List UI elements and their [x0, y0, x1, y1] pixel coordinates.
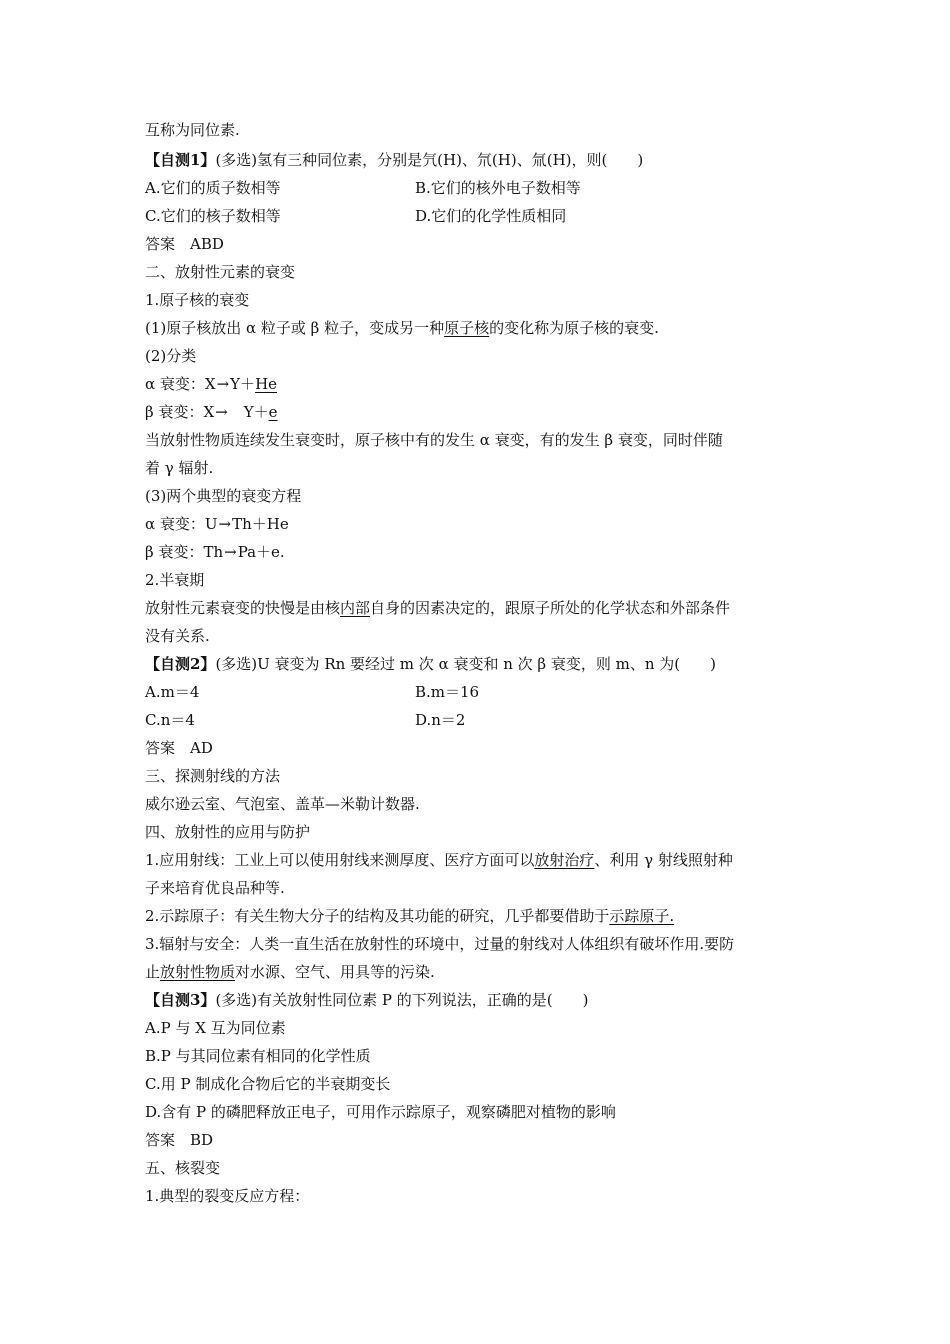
text-span: 自身的因素决定的，跟原子所处的化学状态和外部条件 — [370, 599, 731, 617]
underlined-term: 示踪原子. — [609, 907, 675, 925]
answer: 答案 ABD — [145, 235, 224, 253]
text-span: 对水源、空气、用具等的污染. — [235, 963, 435, 981]
option-c: C.用 P 制成化合物后它的半衰期变长 — [145, 1075, 391, 1093]
text-line: 威尔逊云室、气泡室、盖革—米勒计数器. — [145, 795, 420, 813]
right-arrow-icon: → — [224, 543, 237, 561]
option-a: A.m＝4 — [145, 683, 200, 701]
text-span: 止 — [145, 963, 161, 981]
option-b: B.m＝16 — [415, 683, 480, 701]
text-span: Th＋He — [232, 515, 289, 533]
text-span: 1.应用射线：工业上可以使用射线来测厚度、医疗方面可以 — [145, 851, 535, 869]
text-span: 2.示踪原子：有关生物大分子的结构及其功能的研究，几乎都要借助于 — [145, 907, 610, 925]
text-span: Y＋ — [230, 375, 256, 393]
text-span: Pa＋e. — [237, 543, 285, 561]
self-test-tag: 【自测2】 — [145, 655, 216, 673]
question-text: (多选)有关放射性同位素 P 的下列说法，正确的是( ) — [215, 991, 589, 1009]
text-line: (2)分类 — [145, 347, 197, 365]
subsection-heading: 1.典型的裂变反应方程： — [145, 1187, 310, 1205]
alpha-decay-equation — [145, 514, 289, 534]
underlined-term: He — [255, 375, 278, 393]
text-span: α 衰变：U — [145, 515, 218, 533]
underlined-term: e — [268, 403, 278, 421]
self-test-3-question — [145, 990, 588, 1010]
text-line: 着 γ 辐射. — [145, 459, 214, 477]
underlined-term: 内部 — [340, 599, 371, 617]
option-c: C.它们的核子数相等 — [145, 207, 281, 225]
answer: 答案 AD — [145, 739, 213, 757]
question-text: (多选)U 衰变为 Rn 要经过 m 次 α 衰变和 n 次 β 衰变，则 m、n 为( ) — [215, 655, 716, 673]
text-span: 、利用 γ 射线照射种 — [594, 851, 733, 869]
text-line — [145, 906, 674, 926]
underlined-term: 放射性物质 — [160, 963, 236, 981]
text-line: 没有关系. — [145, 627, 210, 645]
right-arrow-icon: → — [216, 375, 230, 393]
text-line — [145, 962, 435, 982]
question-text: (多选)氢有三种同位素，分别是氕(H)、氘(H)、氚(H)，则( ) — [215, 151, 644, 169]
subsection-heading: 1.原子核的衰变 — [145, 291, 250, 309]
option-d: D.它们的化学性质相同 — [415, 207, 567, 225]
text-span: Y＋ — [228, 403, 269, 421]
section-heading: 二、放射性元素的衰变 — [145, 263, 296, 281]
beta-decay-equation — [145, 542, 285, 562]
text-line: (3)两个典型的衰变方程 — [145, 487, 302, 505]
option-c: C.n＝4 — [145, 711, 195, 729]
section-heading: 五、核裂变 — [145, 1159, 221, 1177]
option-d: D.n＝2 — [415, 711, 466, 729]
option-b: B.它们的核外电子数相等 — [415, 179, 581, 197]
text-span: α 衰变：X — [145, 375, 216, 393]
text-line: 3.辐射与安全：人类一直生活在放射性的环境中，过量的射线对人体组织有破坏作用.要防 — [145, 935, 735, 953]
underlined-term: 放射治疗 — [534, 851, 595, 869]
self-test-tag: 【自测1】 — [145, 151, 216, 169]
text-span: (1)原子核放出 α 粒子或 β 粒子，变成另一种 — [145, 319, 445, 337]
text-line — [145, 318, 659, 338]
option-a: A.P 与 X 互为同位素 — [145, 1019, 286, 1037]
subsection-heading: 2.半衰期 — [145, 571, 205, 589]
text-line: 当放射性物质连续发生衰变时，原子核中有的发生 α 衰变，有的发生 β 衰变，同时伴随 — [145, 431, 723, 449]
self-test-1-question — [145, 150, 643, 170]
answer: 答案 BD — [145, 1131, 214, 1149]
option-b: B.P 与其同位素有相同的化学性质 — [145, 1047, 371, 1065]
self-test-tag: 【自测3】 — [145, 991, 216, 1009]
text-span: 的变化称为原子核的衰变. — [489, 319, 659, 337]
option-d: D.含有 P 的磷肥释放正电子，可用作示踪原子，观察磷肥对植物的影响 — [145, 1103, 616, 1121]
underlined-term: 原子核 — [444, 319, 490, 337]
section-heading: 三、探测射线的方法 — [145, 767, 281, 785]
text-line — [145, 850, 733, 870]
beta-decay-formula — [145, 402, 278, 422]
right-arrow-icon: → — [215, 403, 228, 421]
text-span: 放射性元素衰变的快慢是由核 — [145, 599, 341, 617]
text-line — [145, 598, 730, 618]
text-span: β 衰变：Th — [145, 543, 224, 561]
text-line: 互称为同位素. — [145, 121, 240, 139]
text-span: β 衰变：X — [145, 403, 215, 421]
right-arrow-icon: → — [218, 515, 232, 533]
option-a: A.它们的质子数相等 — [145, 179, 281, 197]
text-line: 子来培育优良品种等. — [145, 879, 285, 897]
section-heading: 四、放射性的应用与防护 — [145, 823, 311, 841]
self-test-2-question — [145, 654, 716, 674]
alpha-decay-formula — [145, 374, 277, 394]
